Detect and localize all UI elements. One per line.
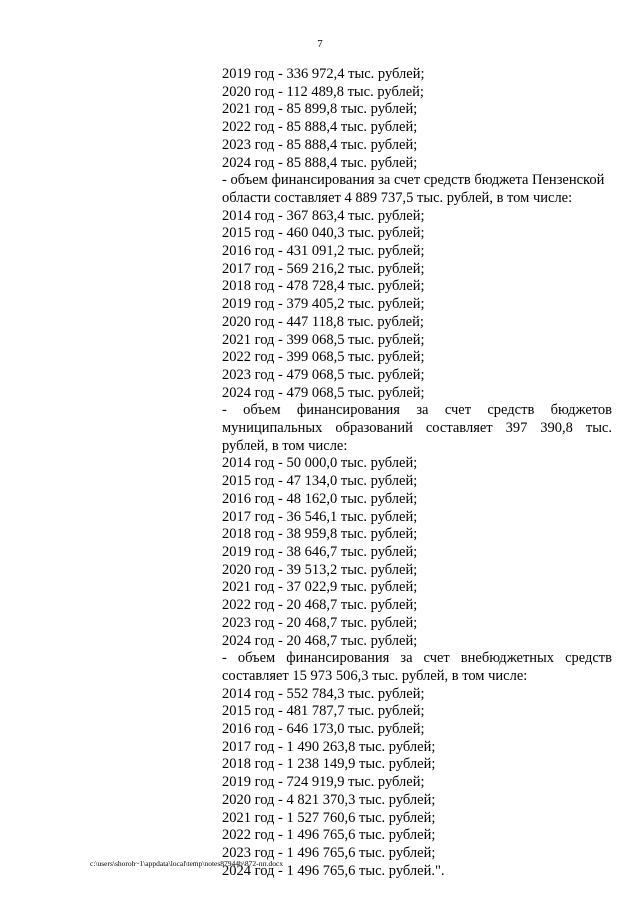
text-line: 2019 год - 38 646,7 тыс. рублей; <box>222 543 418 560</box>
text-line: 2019 год - 336 972,4 тыс. рублей; <box>222 66 425 82</box>
text-line: 2017 год - 569 216,2 тыс. рублей; <box>222 260 425 277</box>
text-line: 2020 год - 447 118,8 тыс. рублей; <box>222 313 424 330</box>
text-line: 2024 год - 20 468,7 тыс. рублей; <box>222 632 418 649</box>
text-line: муниципальных образований составляет 397 390,8 тыс. <box>222 420 612 437</box>
text-line: 2022 год - 85 888,4 тыс. рублей; <box>222 119 418 136</box>
text-line: 2022 год - 399 068,5 тыс. рублей; <box>222 349 425 366</box>
text-line: 2024 год - 85 888,4 тыс. рублей; <box>222 154 418 171</box>
text-line: 2017 год - 1 490 263,8 тыс. рублей; <box>222 738 436 755</box>
footer-file-path: c:\users\shoroh~1\appdata\local\temp\notes87944b\872-пп.docx <box>90 859 284 868</box>
text-line: 2014 год - 50 000,0 тыс. рублей; <box>222 455 418 472</box>
text-line: 2020 год - 4 821 370,3 тыс. рублей; <box>222 791 436 808</box>
text-line: 2023 год - 479 068,5 тыс. рублей; <box>222 366 425 383</box>
text-line: 2018 год - 1 238 149,9 тыс. рублей; <box>222 756 436 773</box>
text-line: 2023 год - 85 888,4 тыс. рублей; <box>222 136 418 153</box>
text-line: 2015 год - 460 040,3 тыс. рублей; <box>222 225 425 242</box>
text-line: 2014 год - 367 863,4 тыс. рублей; <box>222 207 425 224</box>
text-line: - объем финансирования за счет средств бюджетов <box>222 402 612 419</box>
text-line: 2023 год - 20 468,7 тыс. рублей; <box>222 614 418 631</box>
text-line: 2022 год - 20 468,7 тыс. рублей; <box>222 597 418 614</box>
text-line: 2018 год - 38 959,8 тыс. рублей; <box>222 526 418 543</box>
text-line: 2019 год - 379 405,2 тыс. рублей; <box>222 296 425 313</box>
page-number: 7 <box>317 38 323 50</box>
text-line: области составляет 4 889 737,5 тыс. рублей, в том числе: <box>222 189 573 206</box>
text-line: - объем финансирования за счет внебюджетных средств <box>222 650 612 667</box>
text-line: 2021 год - 399 068,5 тыс. рублей; <box>222 331 425 348</box>
text-line: 2015 год - 481 787,7 тыс. рублей; <box>222 703 425 720</box>
text-line: 2019 год - 724 919,9 тыс. рублей; <box>222 774 425 791</box>
text-line: 2018 год - 478 728,4 тыс. рублей; <box>222 278 425 295</box>
text-line: 2024 год - 479 068,5 тыс. рублей; <box>222 384 425 401</box>
text-line: 2024 год - 1 496 765,6 тыс. рублей.". <box>222 862 445 879</box>
text-line: рублей, в том числе: <box>222 437 348 454</box>
text-line: 2014 год - 552 784,3 тыс. рублей; <box>222 685 425 702</box>
text-line: - объем финансирования за счет средств бюджета Пензенской <box>222 172 605 189</box>
text-line: 2021 год - 1 527 760,6 тыс. рублей; <box>222 809 436 826</box>
text-line: 2015 год - 47 134,0 тыс. рублей; <box>222 473 418 490</box>
text-line: составляет 15 973 506,3 тыс. рублей, в том числе: <box>222 667 528 684</box>
text-line: 2023 год - 1 496 765,6 тыс. рублей; <box>222 844 436 861</box>
text-line: 2022 год - 1 496 765,6 тыс. рублей; <box>222 827 436 844</box>
text-line: 2021 год - 85 899,8 тыс. рублей; <box>222 101 418 118</box>
text-line: 2016 год - 48 162,0 тыс. рублей; <box>222 490 418 507</box>
text-line: 2016 год - 431 091,2 тыс. рублей; <box>222 243 425 260</box>
text-line: 2021 год - 37 022,9 тыс. рублей; <box>222 579 418 596</box>
text-line: 2020 год - 39 513,2 тыс. рублей; <box>222 561 418 578</box>
text-line: 2020 год - 112 489,8 тыс. рублей; <box>222 83 424 100</box>
text-line: 2016 год - 646 173,0 тыс. рублей; <box>222 721 425 738</box>
document-body <box>222 66 612 880</box>
text-line: 2017 год - 36 546,1 тыс. рублей; <box>222 508 418 525</box>
